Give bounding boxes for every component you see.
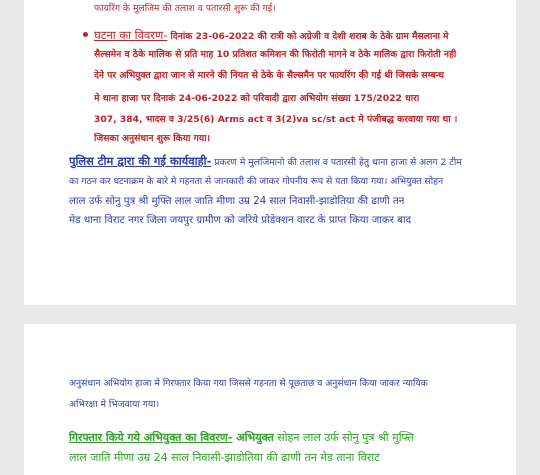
investigation-line-2: अभिरक्षा मे भिजवाया गया। [69, 399, 160, 410]
police-action-text: प्रकरण मे मुलजिमानो की तलाश व पतारसी हेतु थाना हाजा से अलग 2 टीम [211, 157, 462, 168]
incident-line-4: मे थाना हाजा पर दिनाकं 24-06-2022 को परिवादी द्वारा अभियोग संख्या 175/2022 धारा [94, 93, 420, 104]
arrest-line-2: लाल जाति मीणा उम्र 24 साल निवासी-झाडोतिया की ढाणी तन मेड ताना विराट [69, 451, 380, 464]
document-page-2 [24, 324, 516, 475]
document-page-1 [24, 0, 516, 305]
bullet-icon [83, 32, 88, 37]
arrest-label: अभियुक्त [232, 431, 274, 444]
police-action-line-3: लाल उर्फ सोनु पुत्र श्री मुफ्ति लाल जाति मीणा उम्र 24 साल निवासी-झाडोतिया की ढाणी तन [69, 196, 405, 207]
investigation-line-1: अनुसंधान अभियोग हाजा मे गिरफ्तार किया गया जिससे गहनता से पूछताछ व अनुसंधान किया जाकर न्यायिक [69, 378, 428, 389]
incident-heading: घटना का विवरण- [94, 28, 168, 42]
incident-text: दिनांक 23-06-2022 की रात्री को अग्रेजी व देशी शराब के ठेके ग्राम मैसलाना मे [167, 31, 449, 42]
police-action-line-1 [69, 153, 462, 169]
incident-line-6: जिसका अनुसंधान शुरू किया गया। [94, 133, 210, 144]
incident-line-3: देने पर अभियुक्त द्वारा जान से मारने की नियत से ठेके के सैल्समैन पर फायरिंग की गई थी जिसके सम्बन्ध [94, 70, 445, 81]
fir-continuation-line: फायरिंग के मुलजिम की तलाश व पतारसी शुरू की गई। [94, 3, 276, 14]
police-action-heading: पुलिस टीम द्वारा की गई कार्यवाही- [69, 154, 212, 168]
arrest-line-1 [69, 430, 414, 446]
incident-line-2: सैल्समेन व ठेके मालिक से प्रति माह 10 प्रतिशत कमिशन की फिरोती मागने व ठेके मालिक द्वारा फिरोती नही [94, 49, 457, 60]
police-action-line-4: मेड थाना विराट नगर जिला जयपुर ग्रामीण को जरिये प्रोडेक्शन वारट के प्राप्त किया जाकर बाद [69, 215, 412, 226]
arrest-text: सोहन लाल उर्फ सोनु पुत्र श्री मुफ्ति [273, 431, 414, 444]
police-action-line-2: का गठन कर घटनाक्रम के बारे मे गहनता से जानकारी की जाकर गोपनीय रूप से पता किया गया। अभियुक्त सोहन [69, 176, 444, 187]
incident-line-1 [94, 27, 449, 43]
arrest-heading: गिरफ्तार किये गये अभियुक्त का विवरण- [69, 431, 233, 444]
incident-line-5: 307, 384, भादस व 3/25(6) Arms act व 3(2)va sc/st act मे पंजीबद्ध करवाया गया था । [94, 114, 458, 125]
